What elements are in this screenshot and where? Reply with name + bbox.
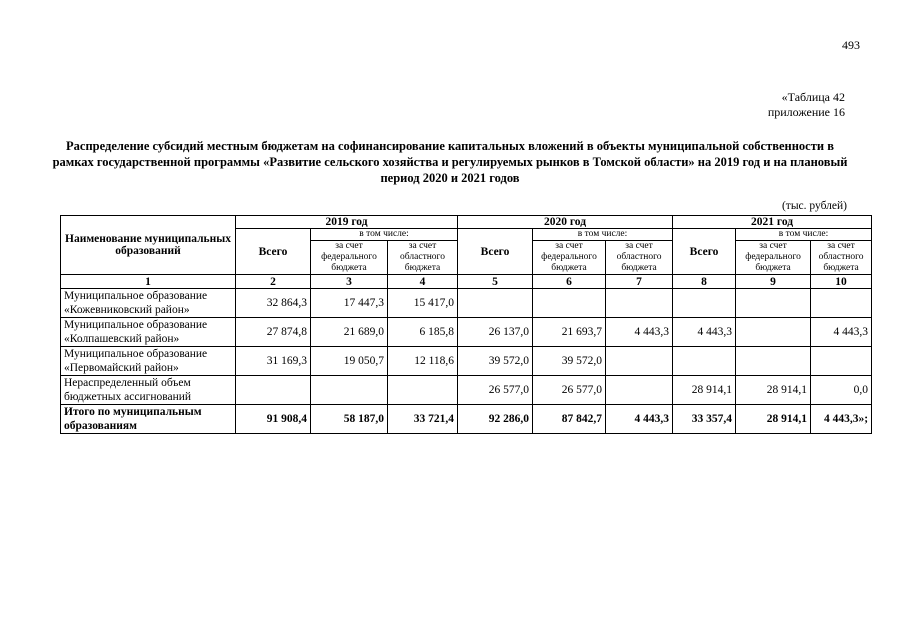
- header-total-2020: Всего: [458, 229, 533, 275]
- cell-value: 17 447,3: [311, 289, 388, 318]
- total-value: 4 443,3»;: [811, 405, 872, 434]
- cell-value: 31 169,3: [236, 347, 311, 376]
- header-regional-2020: за счет областного бюджета: [606, 241, 673, 275]
- total-value: 4 443,3: [606, 405, 673, 434]
- column-number: 8: [673, 275, 736, 289]
- column-number: 2: [236, 275, 311, 289]
- header-regional-2021: за счет областного бюджета: [811, 241, 872, 275]
- cell-value: 19 050,7: [311, 347, 388, 376]
- cell-value: 21 693,7: [533, 318, 606, 347]
- header-total-2019: Всего: [236, 229, 311, 275]
- column-number: 4: [388, 275, 458, 289]
- column-number: 3: [311, 275, 388, 289]
- cell-value: [811, 347, 872, 376]
- cell-value: [606, 376, 673, 405]
- total-value: 87 842,7: [533, 405, 606, 434]
- cell-value: [736, 318, 811, 347]
- appendix-reference: [768, 90, 845, 120]
- cell-value: [606, 347, 673, 376]
- total-value: 33 357,4: [673, 405, 736, 434]
- header-federal-2020: за счет федерального бюджета: [533, 241, 606, 275]
- total-value: 91 908,4: [236, 405, 311, 434]
- header-including-2020: в том числе:: [533, 229, 673, 241]
- cell-value: 32 864,3: [236, 289, 311, 318]
- page-number: 493: [842, 38, 860, 52]
- header-including-2021: в том числе:: [736, 229, 872, 241]
- table-row: [61, 376, 872, 405]
- cell-value: 26 577,0: [533, 376, 606, 405]
- total-row: [61, 405, 872, 434]
- total-value: 58 187,0: [311, 405, 388, 434]
- cell-value: [736, 289, 811, 318]
- cell-value: [533, 289, 606, 318]
- column-number-row: [61, 275, 872, 289]
- cell-value: 26 577,0: [458, 376, 533, 405]
- header-year-2021: 2021 год: [673, 216, 872, 229]
- column-number: 6: [533, 275, 606, 289]
- cell-value: 28 914,1: [673, 376, 736, 405]
- subsidy-table: [60, 215, 872, 434]
- column-number: 7: [606, 275, 673, 289]
- cell-value: 21 689,0: [311, 318, 388, 347]
- cell-value: 4 443,3: [673, 318, 736, 347]
- row-name: Нераспределенный объем бюджетных ассигнований: [61, 376, 236, 405]
- header-total-2021: Всего: [673, 229, 736, 275]
- cell-value: 12 118,6: [388, 347, 458, 376]
- cell-value: 4 443,3: [811, 318, 872, 347]
- total-value: 28 914,1: [736, 405, 811, 434]
- cell-value: 15 417,0: [388, 289, 458, 318]
- header-year-2020: 2020 год: [458, 216, 673, 229]
- document-title: Распределение субсидий местным бюджетам на софинансирование капитальных вложений в объекты муниципальной собственности в рамках государственной программы «Развитие сельского хозяйства и регулируемых рынков в Томской области» на 2019 год и на плановый период 2020 и 2021 годов: [52, 139, 848, 185]
- cell-value: 27 874,8: [236, 318, 311, 347]
- header-regional-2019: за счет областного бюджета: [388, 241, 458, 275]
- table-reference: «Таблица 42: [781, 90, 845, 104]
- cell-value: [736, 347, 811, 376]
- row-name: Муниципальное образование «Колпашевский район»: [61, 318, 236, 347]
- cell-value: [606, 289, 673, 318]
- cell-value: 28 914,1: [736, 376, 811, 405]
- cell-value: 4 443,3: [606, 318, 673, 347]
- table-row: [61, 318, 872, 347]
- header-federal-2019: за счет федерального бюджета: [311, 241, 388, 275]
- cell-value: [673, 347, 736, 376]
- cell-value: [458, 289, 533, 318]
- cell-value: [811, 289, 872, 318]
- total-value: 92 286,0: [458, 405, 533, 434]
- appendix-number: приложение 16: [767, 105, 845, 119]
- column-number: 1: [61, 275, 236, 289]
- row-name: Муниципальное образование «Первомайский район»: [61, 347, 236, 376]
- units-label: (тыс. рублей): [781, 200, 847, 212]
- cell-value: [236, 376, 311, 405]
- cell-value: [311, 376, 388, 405]
- row-name: Муниципальное образование «Кожевниковский район»: [61, 289, 236, 318]
- header-federal-2021: за счет федерального бюджета: [736, 241, 811, 275]
- header-name: Наименование муниципальных образований: [61, 216, 236, 275]
- table-row: [61, 289, 872, 318]
- header-including-2019: в том числе:: [311, 229, 458, 241]
- table-row: [61, 347, 872, 376]
- cell-value: 39 572,0: [533, 347, 606, 376]
- cell-value: [673, 289, 736, 318]
- cell-value: [388, 376, 458, 405]
- header-year-2019: 2019 год: [236, 216, 458, 229]
- column-number: 9: [736, 275, 811, 289]
- cell-value: 39 572,0: [458, 347, 533, 376]
- total-label: Итого по муниципальным образованиям: [61, 405, 236, 434]
- cell-value: 0,0: [811, 376, 872, 405]
- total-value: 33 721,4: [388, 405, 458, 434]
- column-number: 10: [811, 275, 872, 289]
- cell-value: 26 137,0: [458, 318, 533, 347]
- column-number: 5: [458, 275, 533, 289]
- cell-value: 6 185,8: [388, 318, 458, 347]
